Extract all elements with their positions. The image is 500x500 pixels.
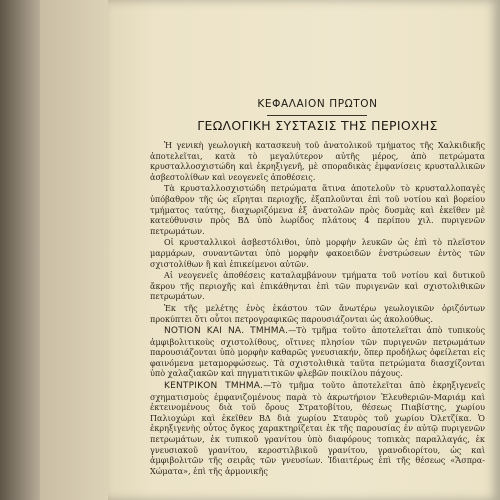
facing-page-edge (40, 0, 110, 500)
paragraph-text: —Τὸ τμῆμα τοῦτο ἀποτελεῖται ἀπὸ τυπικοὺς ἀμφιβολιτικοὺς σχιστολίθους, οἵτινες πλησίον τῶν πυριγενῶν πετρωμάτων παρουσιάζονται ὑπὸ μορφὴν καθαρῶς γνευσιακήν, ὅπερ προδήλως ὀφείλεται εἰς φαινόμενα μεταμορφώσεως. Τὰ σχιστολιθικὰ ταῦτα πετρώματα διασχίζονται ὑπὸ χαλαζιακῶν καὶ πηγματιτικῶν φλεβῶν ποικίλου πάχους. (150, 325, 485, 379)
book-spine-shadow (0, 0, 40, 500)
paragraph-text: Οἱ κρυσταλλικοὶ ἀσβεστόλιθοι, ὑπὸ μορφὴν λευκῶν ὡς ἐπὶ τὸ πλεῖστον μαρμάρων, συναντῶνται ὑπὸ μορφὴν φακοειδῶν ἐνστρώσεων ἐντὸς τῶν σχιστολίθων ἢ καὶ ἐπικείμενοι αὐτῶν. (150, 237, 485, 269)
paragraph (150, 270, 485, 302)
paragraph (150, 325, 485, 379)
body-text (150, 140, 485, 477)
chapter-heading: ΚΕΦΑΛΑΙΟΝ ΠΡΩΤΟΝ (257, 98, 378, 110)
paragraph-text: Ἡ γενικὴ γεωλογικὴ κατασκευὴ τοῦ ἀνατολικοῦ τμήματος τῆς Χαλκιδικῆς ἀποτελεῖται, κατὰ τὸ μεγαλύτερον αὐτῆς μέρος, ἀπὸ πετρώματα κρυσταλλοσχιστώδη καὶ ἐκρηξιγενῆ, μὲ σποραδικὰς ἐμφανίσεις κρυσταλλικῶν ἀσβεστολίθων καὶ νεογενεῖς ἀποθέσεις. (150, 140, 485, 182)
paragraph (150, 183, 485, 236)
book-page (108, 0, 500, 500)
paragraph (150, 237, 485, 269)
paragraph-text: Τὰ κρυσταλλοσχιστώδη πετρώματα ἅτινα ἀποτελοῦν τὸ κρυσταλλοπαγὲς ὑπόβαθρον τῆς ὡς εἴρηται περιοχῆς, ἐξαπλοῦνται ἐπὶ τοῦ νοτίου καὶ βορείου τμήματος ταύτης, διαχωριζόμενα ἐξ ἀνατολῶν πρὸς δυσμὰς καὶ ἐκεῖθεν μὲ κατεύθυνσιν πρὸς ΒΔ ὑπὸ λωρίδος πλάτους 4 περίπου χιλ. πυριγενῶν πετρωμάτων. (150, 183, 485, 236)
section-heading: ΓΕΩΛΟΓΙΚΗ ΣΥΣΤΑΣΙΣ ΤΗΣ ΠΕΡΙΟΧΗΣ (197, 118, 438, 133)
paragraph-text: Αἱ νεογενεῖς ἀποθέσεις καταλαμβάνουν τμήματα τοῦ νοτίου καὶ δυτικοῦ ἄκρου τῆς περιοχῆς καὶ ἐπικάθηνται ἐπὶ τῶν πυριγενῶν καὶ σχιστολιθικῶν πετρωμάτων. (150, 270, 485, 302)
paragraph (150, 303, 485, 324)
heading-divider (267, 115, 367, 116)
paragraph (150, 140, 485, 182)
paragraph-text: Ἐκ τῆς μελέτης ἑνὸς ἑκάστου τῶν ἄνωτέρω γεωλογικῶν ὁριζόντων προκύπτει ὅτι οὗτοι πετρογραφικῶς παρουσιάζονται ὡς ἀκολούθως. (150, 302, 485, 324)
subsection-heading: ΝΟΤΙΟΝ ΚΑΙ ΝΑ. ΤΜΗΜΑ. (164, 326, 289, 337)
paragraph (150, 380, 485, 476)
subsection-heading: ΚΕΝΤΡΙΚΟΝ ΤΜΗΜΑ. (164, 381, 264, 392)
paragraph-text: —Τὸ τμῆμα τοῦτο ἀποτελεῖται ἀπὸ ἐκρηξιγενεῖς σχηματισμοὺς ἐμφανιζομένους παρὰ τὸ ἀκρωτήριον Ἐλευθεριῶν-Μαριάμ καὶ ἐκτεινομένους διὰ τοῦ ὄρους Στρατοβίτου, θέσεως Πιαβίστης, χωρίου Παλιοχώρι καὶ ἐκεῖθεν ΒΔ διὰ χωρίου Σταυρὸς τοῦ χωρίου Ὀλετζίκα. Ὁ ἐκρηξιγενὴς οὗτος ὄγκος χαρακτηρίζεται ἐκ τῆς παρουσίας ἐν αὐτῷ πυριγενῶν πετρωμάτων, ἐκ τυπικοῦ γρανίτου ὑπὸ διαφόρους τοπικὰς παραλλαγάς, ἐκ γνευσιακοῦ γρανίτου, κεροστιλβικοῦ γρανίτου, γρανοδιορίτου, ὡς καὶ ἀμφιβολιτῶν τῆς σειρᾶς τῶν γνευσίων. Ἰδιαιτέρως ἐπὶ τῆς θέσεως «Ἄσπρα-Χώματα», ἐπὶ τῆς ἁρμονικῆς (150, 380, 485, 476)
